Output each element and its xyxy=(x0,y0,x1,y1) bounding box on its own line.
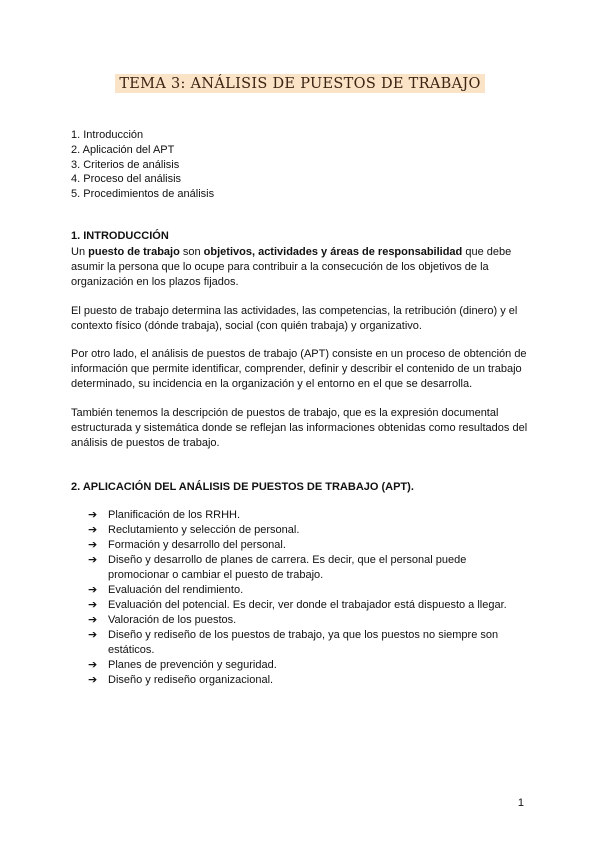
page-number: 1 xyxy=(517,797,524,809)
list-item-text: Planificación de los RRHH. xyxy=(108,509,241,521)
list-item-text: Evaluación del rendimiento. xyxy=(108,584,244,596)
list-item-text: Valoración de los puestos. xyxy=(108,614,237,626)
bold-text: puesto de trabajo xyxy=(88,246,180,258)
list-item xyxy=(88,673,528,688)
toc-item: 5. Procedimientos de análisis xyxy=(71,188,215,201)
section-1-paragraph-2: El puesto de trabajo determina las actividades, las competencias, la retribución (dinero) y el contexto físico (dónde trabaja), social (con quién trabaja) y organizativo. xyxy=(71,305,518,332)
list-item xyxy=(88,613,528,628)
title-wrapper xyxy=(0,74,600,93)
toc-item: 2. Aplicación del APT xyxy=(71,143,175,156)
list-item-text: Diseño y desarrollo de planes de carrera. Es decir, que el personal puede promocionar o cambiar el puesto de trabajo. xyxy=(108,554,467,581)
list-item-text: Planes de prevención y seguridad. xyxy=(108,659,277,671)
list-item-text: Diseño y rediseño de los puestos de trabajo, ya que los puestos no siempre son estáticos. xyxy=(108,629,499,656)
list-item xyxy=(88,628,528,658)
bullet-list xyxy=(88,508,528,688)
table-of-contents xyxy=(71,128,214,202)
section-1-paragraph-3: Por otro lado, el análisis de puestos de trabajo (APT) consiste en un proceso de obtención de información que permite identificar, comprender, definir y describir el contenido de un trabajo determinado, su incidencia en la organización y el entorno en el que se desarrolla. xyxy=(71,348,527,390)
list-item xyxy=(88,538,528,553)
section-1-paragraph-1 xyxy=(71,245,533,290)
bold-text: objetivos, actividades y áreas de responsabilidad xyxy=(203,246,463,258)
page-title: TEMA 3: ANÁLISIS DE PUESTOS DE TRABAJO xyxy=(115,74,484,93)
arrow-icon: ➔ xyxy=(88,554,98,566)
arrow-icon: ➔ xyxy=(88,524,98,536)
arrow-icon: ➔ xyxy=(88,614,98,626)
section-2-heading: 2. APLICACIÓN DEL ANÁLISIS DE PUESTOS DE TRABAJO (APT). xyxy=(71,481,414,493)
toc-item: 3. Criterios de análisis xyxy=(71,158,180,171)
list-item-text: Formación y desarrollo del personal. xyxy=(108,539,286,551)
list-item-text: Diseño y rediseño organizacional. xyxy=(108,674,274,686)
arrow-icon: ➔ xyxy=(88,509,98,521)
arrow-icon: ➔ xyxy=(88,674,98,686)
arrow-icon: ➔ xyxy=(88,599,98,611)
section-1-heading: 1. INTRODUCCIÓN xyxy=(71,230,169,242)
text: Un xyxy=(71,246,89,258)
toc-item: 1. Introducción xyxy=(71,129,144,141)
arrow-icon: ➔ xyxy=(88,659,98,671)
list-item xyxy=(88,508,528,523)
toc-item: 4. Proceso del análisis xyxy=(71,173,182,186)
arrow-icon: ➔ xyxy=(88,629,98,641)
list-item xyxy=(88,553,528,583)
list-item xyxy=(88,598,528,613)
list-item xyxy=(88,658,528,673)
section-1-paragraph-4: También tenemos la descripción de puestos de trabajo, que es la expresión documental estructurada y sistemática donde se reflejan las informaciones obtenidas como resultados del análisis de puestos de trabajo. xyxy=(71,407,528,449)
arrow-icon: ➔ xyxy=(88,584,98,596)
text: son xyxy=(179,246,204,258)
text: que debe asumir la persona que lo ocupe para contribuir a la consecución de los objetivos de la organización en los plazos fijados. xyxy=(71,246,512,288)
list-item xyxy=(88,583,528,598)
list-item-text: Reclutamiento y selección de personal. xyxy=(108,524,300,536)
arrow-icon: ➔ xyxy=(88,539,98,551)
list-item xyxy=(88,523,528,538)
list-item-text: Evaluación del potencial. Es decir, ver donde el trabajador está dispuesto a llegar. xyxy=(108,599,507,611)
